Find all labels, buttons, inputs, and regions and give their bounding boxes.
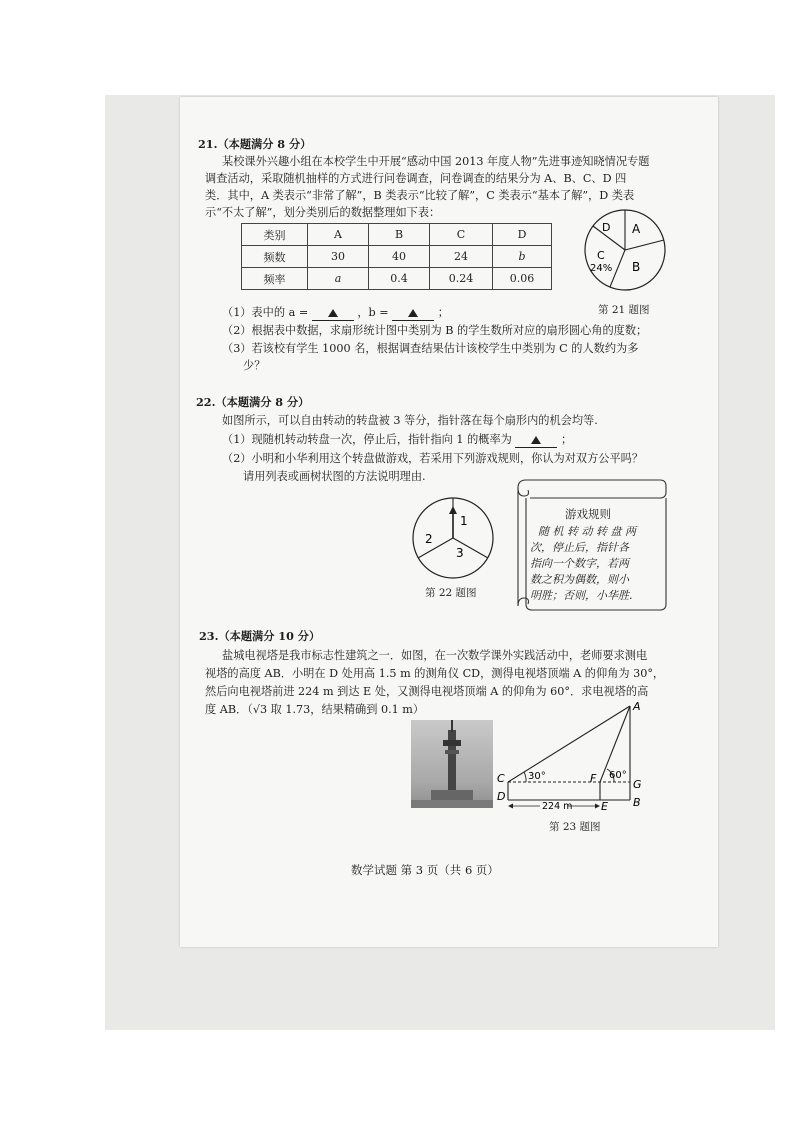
q21-sub1 bbox=[222, 305, 449, 321]
q22-caption: 第 22 题图 bbox=[425, 587, 477, 599]
spinner-label-3: 3 bbox=[456, 546, 464, 560]
spinner-arrow-icon bbox=[449, 506, 457, 514]
q22-sub1 bbox=[222, 432, 572, 448]
q22-line-1: 如图所示，可以自由转动的转盘被 3 等分，指针落在每个扇形内的机会均等. bbox=[222, 414, 598, 427]
q21-line-4: 示“不太了解”，划分类别后的数据整理如下表： bbox=[205, 206, 441, 219]
triangle-icon bbox=[328, 309, 338, 317]
q21-pie-figure bbox=[580, 205, 670, 295]
point-G: G bbox=[633, 778, 642, 791]
pie-divider bbox=[625, 240, 664, 250]
point-C: C bbox=[497, 772, 505, 785]
q23-line-4: 度 AB．（√3 取 1.73，结果精确到 0.1 m） bbox=[205, 703, 425, 716]
q22-sub2-line1: （2）小明和小华利用这个转盘做游戏，若采用下列游戏规则，你认为对双方公平吗？ bbox=[222, 452, 644, 465]
spinner-divider bbox=[418, 538, 453, 558]
table-cell: B bbox=[369, 224, 430, 246]
rules-line: 随 机 转 动 转 盘 两 bbox=[538, 525, 636, 538]
pie-divider bbox=[610, 250, 625, 287]
point-B: B bbox=[633, 796, 641, 809]
q22-sub1-end: ； bbox=[560, 433, 573, 446]
q21-sub2: （2）根据表中数据，求扇形统计图中类别为 B 的学生数所对应的扇形圆心角的度数； bbox=[222, 324, 648, 337]
table-cell: C bbox=[430, 224, 493, 246]
table-cell: A bbox=[308, 224, 369, 246]
arrow-left-icon bbox=[508, 804, 513, 809]
q23-header: 23.（本题满分 10 分） bbox=[199, 629, 321, 643]
point-F: F bbox=[590, 772, 597, 785]
q21-sub1-text: （1）表中的 a = bbox=[222, 306, 309, 319]
q21-sub1-text-mid: ，b = bbox=[357, 306, 389, 319]
frequency-table bbox=[241, 223, 552, 290]
q21-line-1: 某校课外兴趣小组在本校学生中开展“感动中国 2013 年度人物”先进事迹知晓情况专题 bbox=[222, 155, 650, 168]
answer-blank-probability bbox=[515, 432, 557, 448]
point-E: E bbox=[601, 800, 608, 813]
q23-geometry-figure bbox=[490, 700, 650, 812]
table-cell: a bbox=[308, 268, 369, 290]
table-cell: 24 bbox=[430, 246, 493, 268]
q22-sub2-line2: 请用列表或画树状图的方法说明理由. bbox=[243, 470, 426, 483]
q21-line-3: 类．其中，A 类表示“非常了解”，B 类表示“比较了解”，C 类表示“基本了解”，D 类表 bbox=[205, 189, 635, 202]
q21-header: 21.（本题满分 8 分） bbox=[198, 137, 312, 151]
q23-line-3: 然后向电视塔前进 224 m 到达 E 处，又测得电视塔顶端 A 的仰角为 60°．求电视塔的高 bbox=[205, 685, 649, 698]
rules-line: 指向一个数字，若两 bbox=[530, 557, 629, 570]
q21-caption: 第 21 题图 bbox=[598, 304, 650, 316]
point-D: D bbox=[497, 790, 506, 803]
table-cell: 类别 bbox=[242, 224, 308, 246]
angle-30-label: 30° bbox=[528, 771, 546, 782]
rules-line: 明胜；否则，小华胜. bbox=[530, 589, 633, 602]
arrow-right-icon bbox=[595, 804, 600, 809]
spinner-label-2: 2 bbox=[425, 532, 433, 546]
table-cell: 0.06 bbox=[493, 268, 552, 290]
table-cell: 频数 bbox=[242, 246, 308, 268]
table-cell: 0.24 bbox=[430, 268, 493, 290]
table-cell: 30 bbox=[308, 246, 369, 268]
q22-sub1-text: （1）现随机转动转盘一次，停止后，指针指向 1 的概率为 bbox=[222, 433, 512, 446]
q21-sub3-line2: 少？ bbox=[243, 359, 266, 372]
table-row bbox=[242, 268, 552, 290]
table-row bbox=[242, 246, 552, 268]
tv-tower-photo bbox=[411, 720, 493, 808]
q23-line-1: 盐城电视塔是我市标志性建筑之一．如图，在一次数学课外实践活动中，老师要求测电 bbox=[222, 649, 648, 662]
q21-line-2: 调查活动，采取随机抽样的方式进行问卷调查，问卷调查的结果分为 A、B、C、D 四 bbox=[205, 172, 627, 185]
rules-line: 数之积为偶数，则小 bbox=[530, 573, 629, 586]
table-cell: b bbox=[493, 246, 552, 268]
pie-label-a: A bbox=[632, 222, 641, 236]
page-footer: 数学试题 第 3 页（共 6 页） bbox=[351, 863, 499, 877]
rules-line: 次，停止后，指针各 bbox=[530, 541, 629, 554]
table-cell: 频率 bbox=[242, 268, 308, 290]
pie-label-d: D bbox=[602, 221, 611, 234]
table-cell: D bbox=[493, 224, 552, 246]
rules-title: 游戏规则 bbox=[565, 507, 611, 521]
table-row bbox=[242, 224, 552, 246]
q21-sub3-line1: （3）若该校有学生 1000 名，根据调查结果估计该校学生中类别为 C 的人数约为多 bbox=[222, 342, 639, 355]
q21-sub1-text-end: ； bbox=[437, 306, 449, 319]
table-cell: 0.4 bbox=[369, 268, 430, 290]
triangle-icon bbox=[531, 436, 541, 444]
pie-label-b: B bbox=[632, 260, 641, 274]
answer-blank-a bbox=[312, 305, 354, 321]
pie-label-c: C bbox=[597, 249, 605, 262]
pie-label-c-percent: 24% bbox=[590, 263, 613, 274]
table-cell: 40 bbox=[369, 246, 430, 268]
q22-spinner-figure bbox=[410, 495, 496, 581]
q23-line-2: 视塔的高度 AB．小明在 D 处用高 1.5 m 的测角仪 CD，测得电视塔顶端 A 的仰角为 30°， bbox=[205, 667, 665, 680]
answer-blank-b bbox=[392, 305, 434, 321]
tower-icon bbox=[411, 720, 493, 808]
q22-header: 22.（本题满分 8 分） bbox=[196, 395, 310, 409]
q23-caption: 第 23 题图 bbox=[549, 821, 601, 833]
angle-60-label: 60° bbox=[609, 770, 627, 781]
triangle-icon bbox=[408, 309, 418, 317]
spinner-label-1: 1 bbox=[460, 514, 468, 528]
distance-label: 224 m bbox=[542, 801, 573, 812]
point-A: A bbox=[633, 700, 641, 713]
angle-arc-30 bbox=[524, 772, 526, 782]
